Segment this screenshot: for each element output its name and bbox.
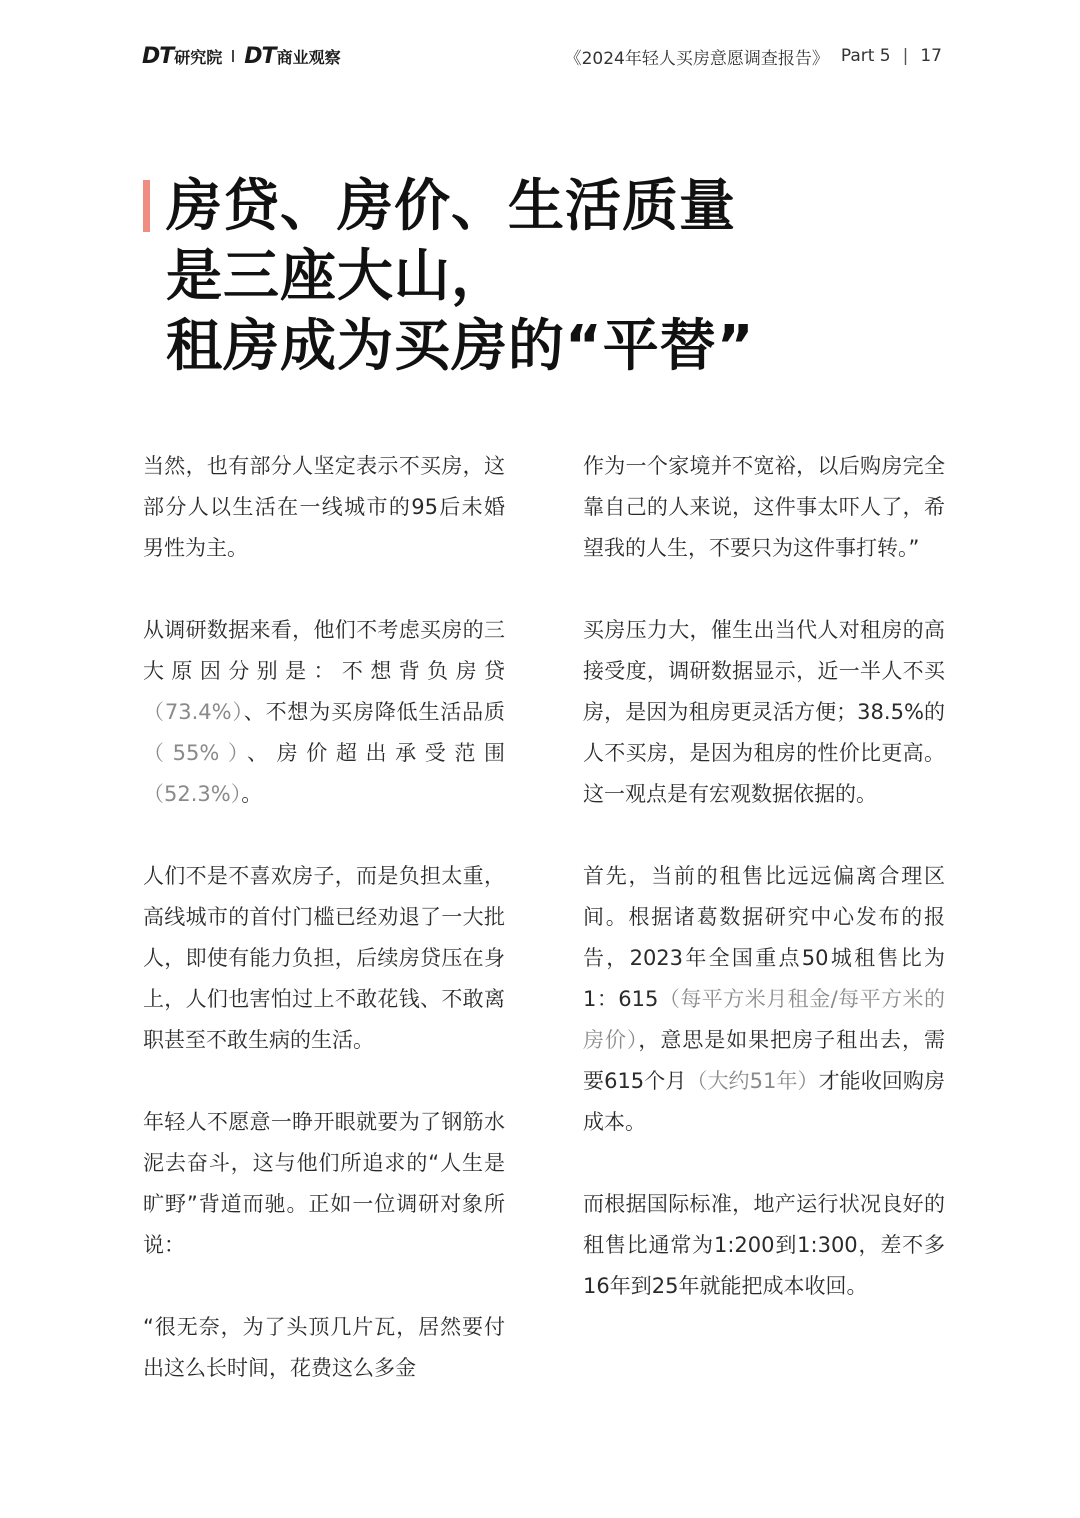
title-line-3: 租房成为买房的“平替” <box>166 314 755 379</box>
section-title <box>166 172 926 382</box>
logo-text: 商业观察 <box>276 47 341 67</box>
paragraph: 从调研数据来看，他们不考虑买房的三大原因分别是：不想背负房贷（73.4%）、不想为买房降低生活品质（55%）、房价超出承受范围（52.3%）。 <box>143 618 506 806</box>
dt-institute-logo <box>142 44 222 69</box>
paragraph: 人们不是不喜欢房子，而是负担太重，高线城市的首付门槛已经劝退了一大批人，即使有能力负担，后续房贷压在身上，人们也害怕过上不敢花钱、不敢离职甚至不敢生病的生活。 <box>143 864 505 1052</box>
title-line-1: 房贷、房价、生活质量 <box>166 174 736 239</box>
page-header <box>142 40 942 72</box>
page-number: 17 <box>920 46 942 66</box>
left-column <box>143 446 505 1389</box>
paragraph: 首先，当前的租售比远远偏离合理区间。根据诸葛数据研究中心发布的报告，2023年全国重点50城租售比为1：615（每平方米月租金/每平方米的房价），意思是如果把房子租出去，需要615个月（大约51年）才能收回购房成本。 <box>583 864 945 1134</box>
logo-divider <box>232 50 234 62</box>
title-line-2: 是三座大山， <box>166 244 508 309</box>
logo-text: 研究院 <box>174 47 223 67</box>
logo-mark: DT <box>244 43 276 69</box>
header-separator: | <box>902 46 909 66</box>
paragraph: 而根据国际标准，地产运行状况良好的租售比通常为1:200到1:300，差不多16年到25年就能把成本收回。 <box>583 1192 945 1298</box>
right-column <box>583 446 945 1307</box>
paragraph: “很无奈，为了头顶几片瓦，居然要付出这么长时间，花费这么多金 <box>143 1315 505 1380</box>
logo-mark: DT <box>142 43 174 69</box>
paragraph: 买房压力大，催生出当代人对租房的高接受度，调研数据显示，近一半人不买房，是因为租房更灵活方便；38.5%的人不买房，是因为租房的性价比更高。这一观点是有宏观数据依据的。 <box>583 618 945 806</box>
logos <box>142 44 341 69</box>
part-label: Part 5 <box>840 46 891 66</box>
dt-business-logo <box>244 44 340 69</box>
report-title: 《2024年轻人买房意愿调查报告》 <box>564 48 829 69</box>
title-accent-bar <box>143 180 150 232</box>
paragraph: 作为一个家境并不宽裕，以后购房完全靠自己的人来说，这件事太吓人了，希望我的人生，不要只为这件事打转。” <box>583 454 945 560</box>
paragraph: 年轻人不愿意一睁开眼就要为了钢筋水泥去奋斗，这与他们所追求的“人生是旷野”背道而驰。正如一位调研对象所说： <box>143 1110 505 1257</box>
paragraph: 当然，也有部分人坚定表示不买房，这部分人以生活在一线城市的95后未婚男性为主。 <box>143 454 505 560</box>
header-meta <box>565 44 942 69</box>
